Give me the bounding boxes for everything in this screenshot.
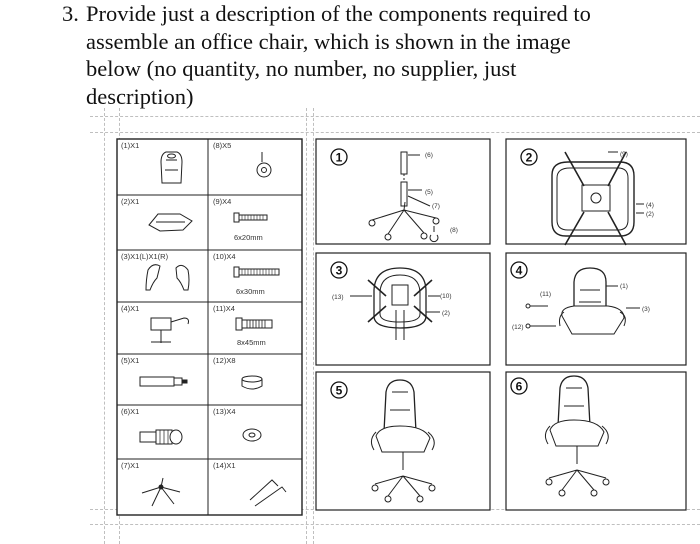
step-callout: (8) xyxy=(450,227,458,234)
question-line: below (no quantity, no number, no supplier, just xyxy=(86,56,517,81)
bolt-size-label: 6x20mm xyxy=(234,233,263,242)
step-number-badge xyxy=(331,382,347,398)
step-callout: (2) xyxy=(442,310,450,317)
step-number-badge xyxy=(511,378,527,394)
step-callout: (7) xyxy=(432,203,440,210)
question-line: description) xyxy=(86,83,194,109)
svg-text:6: 6 xyxy=(515,379,523,394)
part-label: (11)X4 xyxy=(213,304,235,313)
part-label: (14)X1 xyxy=(213,461,236,470)
part-label: (7)X1 xyxy=(121,461,140,470)
step-callout: (1) xyxy=(620,283,628,290)
step-number-badge xyxy=(331,262,347,278)
gas-lift-cover-icon xyxy=(140,430,182,444)
svg-text:5: 5 xyxy=(335,383,343,398)
step-callout: (11) xyxy=(540,291,552,298)
part-label: (1)X1 xyxy=(121,141,140,150)
step-callout: (10) xyxy=(440,293,452,300)
step-number-badge xyxy=(521,149,537,165)
part-label: (10)X4 xyxy=(213,252,236,261)
part-label: (6)X1 xyxy=(121,407,140,416)
step-callout: (2) xyxy=(646,211,654,218)
step-callout: (12) xyxy=(512,324,524,331)
part-label: (5)X1 xyxy=(121,356,140,365)
backrest-icon xyxy=(161,152,182,183)
step-callout: (3) xyxy=(642,306,650,313)
part-label: (8)X5 xyxy=(213,141,232,150)
svg-text:3: 3 xyxy=(335,263,343,278)
part-label: (2)X1 xyxy=(121,197,140,206)
step-number-badge xyxy=(511,262,527,278)
part-label: (4)X1 xyxy=(121,304,140,313)
question-line: assemble an office chair, which is shown in the image xyxy=(86,28,571,54)
svg-text:1: 1 xyxy=(335,150,343,165)
parts-table xyxy=(117,139,302,515)
step-callout: (9) xyxy=(620,151,628,158)
part-label: (3)X1(L)X1(R) xyxy=(121,252,169,261)
part-label: (9)X4 xyxy=(213,197,232,206)
bolt-8x45-icon xyxy=(236,318,272,330)
svg-text:2: 2 xyxy=(525,150,533,165)
svg-text:4: 4 xyxy=(515,263,523,278)
part-label: (12)X8 xyxy=(213,356,236,365)
step-callout: (6) xyxy=(425,152,433,159)
step2-seat-mechanism-drawing xyxy=(552,152,644,245)
question-number: 3. xyxy=(62,1,79,26)
question-line: Provide just a description of the components required to xyxy=(86,1,591,26)
bolt-size-label: 8x45mm xyxy=(237,338,266,347)
step-number-badge xyxy=(331,149,347,165)
washer-icon xyxy=(243,429,261,441)
bolt-size-label: 6x30mm xyxy=(236,287,265,296)
step-callout: (4) xyxy=(646,202,654,209)
step-callout: (13) xyxy=(332,294,344,301)
part-label: (13)X4 xyxy=(213,407,236,416)
step-callout: (5) xyxy=(425,189,433,196)
